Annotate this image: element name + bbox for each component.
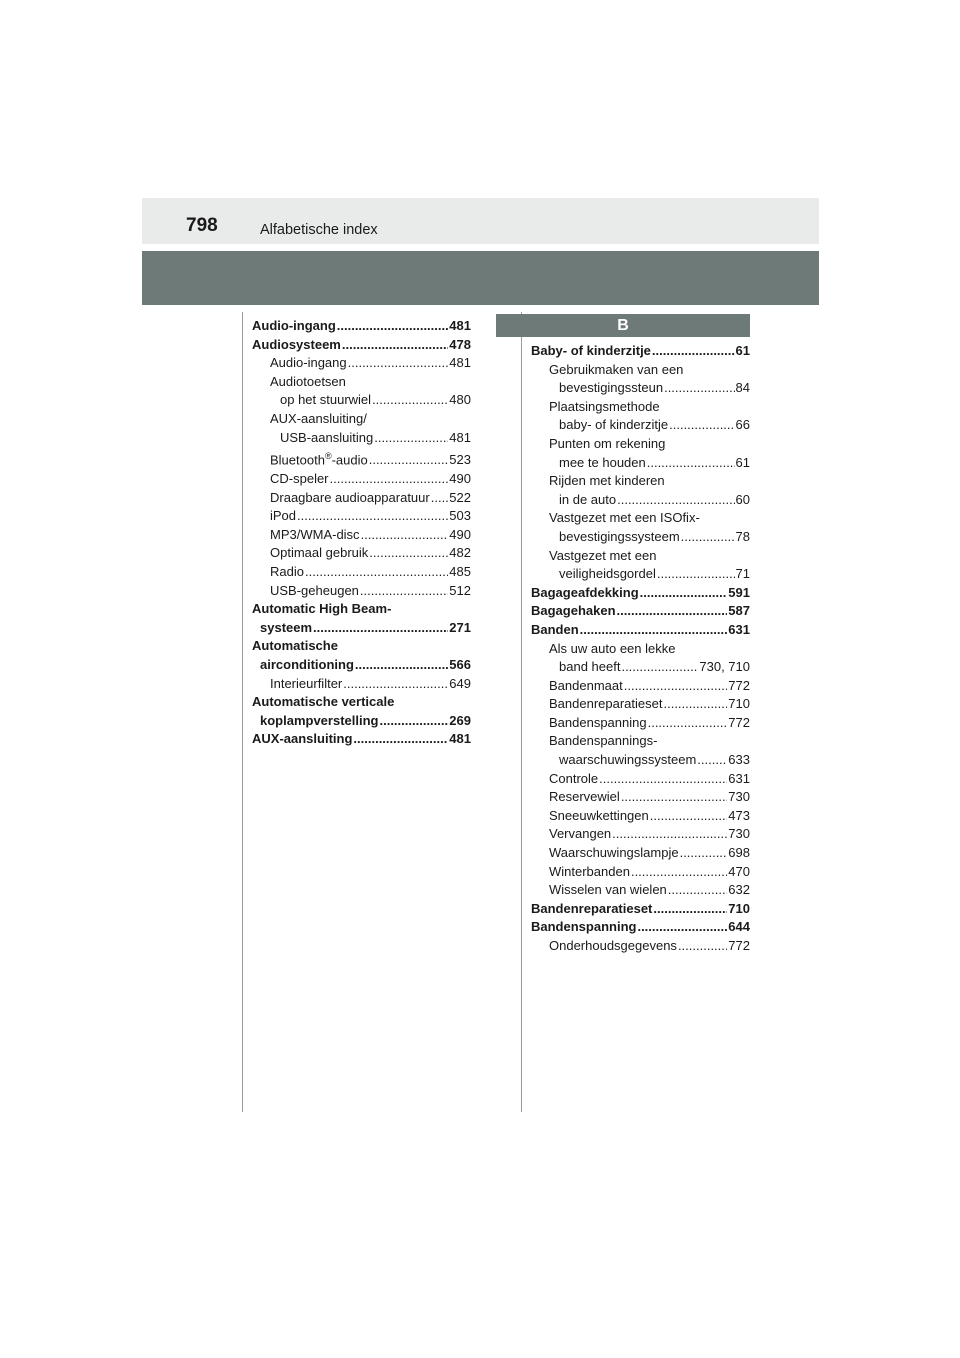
index-entry-term: Winterbanden [549,863,630,879]
leader-dots [663,695,727,714]
index-entry-term: Bandenreparatieset [549,696,663,712]
index-entry [531,584,750,603]
index-entry-page: 523 [449,452,471,468]
index-entry-term: CD-speler [270,471,329,487]
index-entry [252,693,471,730]
leader-dots [355,656,448,675]
index-entry [252,600,471,637]
leader-dots [369,451,449,470]
index-entry-term: Automatic High Beam- [252,601,392,617]
index-entry-term: Radio [270,564,304,580]
index-entry-term: Bagageafdekking [531,584,639,600]
index-entry-term: koplampverstelling [260,712,379,728]
index-entry-page: 710 [728,900,750,916]
index-entry-term: airconditioning [260,657,354,673]
index-entry [531,342,750,361]
index-entry-term: Punten om rekening [549,435,666,451]
leader-dots [369,544,448,563]
index-entry-page: 730, 710 [699,659,750,675]
index-entry-term: AUX-aansluiting [252,731,353,747]
leader-dots [343,675,448,694]
index-entry-page: 473 [728,807,750,823]
leader-dots [640,584,728,603]
leader-dots [617,491,734,510]
index-entry [531,807,750,826]
section-title: Alfabetische index [260,222,378,238]
index-entry [252,447,471,470]
index-entry-term: Optimaal gebruik [270,545,369,561]
header-band [142,198,819,244]
leader-dots [360,582,448,601]
index-entry [531,825,750,844]
index-entry-page: 481 [449,318,471,333]
leader-dots [305,563,448,582]
index-entry-page: 61 [735,343,750,358]
index-entry-term: Vastgezet met een [549,547,657,563]
index-entry-term: Bandenmaat [549,677,623,693]
index-entry-page: 60 [735,491,750,507]
index-entry [531,677,750,696]
index-entry-term: Controle [549,770,599,786]
index-entry-page: 591 [728,584,750,600]
index-entry-term: Bandenspanning [549,714,647,730]
index-entry [531,602,750,621]
index-entry-page: 633 [728,752,750,768]
index-entry [252,526,471,545]
index-entry-term: Audiosysteem [252,336,341,352]
index-entry-page: 481 [449,429,471,445]
index-entry-page: 470 [728,863,750,879]
index-entry-page: 490 [449,526,471,542]
index-entry-term: Bluetooth®-audio [270,451,368,468]
index-entry-term: AUX-aansluiting/ [270,410,367,426]
leader-dots [580,621,728,640]
leader-dots [337,317,449,336]
index-entry-page: 84 [735,380,750,396]
index-entry-term: USB-aansluiting [280,429,374,445]
index-entry-term: systeem [260,619,313,635]
index-entry-page: 61 [735,454,750,470]
index-entry [531,770,750,789]
index-entry-page: 644 [728,919,750,935]
leader-dots [653,900,727,919]
leader-dots [621,788,727,807]
index-entry-page: 66 [735,417,750,433]
index-entry-term: Wisselen van wielen [549,882,667,898]
leader-dots [330,470,449,489]
column-rule-middle [521,312,522,1112]
index-entry [531,547,750,584]
leader-dots [681,528,735,547]
column-rule-left [242,312,243,1112]
leader-dots [631,863,727,882]
index-entry-term: Automatische verticale [252,694,395,710]
index-entry-page: 478 [449,336,471,352]
index-entry-term: bevestigingssteun [559,380,664,396]
index-entry-page: 481 [449,355,471,371]
index-entry [531,398,750,435]
index-entry-term: mee te houden [559,454,646,470]
leader-dots [612,825,727,844]
index-entry-page: 566 [449,657,471,673]
index-entry-term: Gebruikmaken van een [549,361,684,377]
index-entry-page: 772 [728,714,750,730]
leader-dots [379,712,448,731]
index-entry-page: 482 [449,545,471,561]
chapter-band [142,251,819,305]
index-entry-page: 480 [449,392,471,408]
index-entry-term: USB-geheugen [270,582,359,598]
page-number: 798 [186,215,218,236]
index-entry-page: 522 [449,489,471,505]
index-entry [531,863,750,882]
index-entry [252,544,471,563]
index-entry-term: Bandenreparatieset [531,900,653,916]
index-entry-term: Vastgezet met een ISOfix- [549,510,700,526]
index-entry [252,582,471,601]
index-entry-term: Draagbare audioapparatuur [270,489,430,505]
index-entry [531,361,750,398]
index-entry-page: 730 [728,789,750,805]
index-entry-term: Bandenspannings- [549,733,658,749]
leader-dots [617,602,728,621]
index-entry-page: 698 [728,845,750,861]
index-entry-term: Sneeuwkettingen [549,807,649,823]
leader-dots [374,429,448,448]
index-entry-term: Bagagehaken [531,603,616,619]
index-entry [252,563,471,582]
leader-dots [621,658,698,677]
index-entry-term: Automatische [252,638,338,654]
index-entry-term: Waarschuwingslampje [549,845,679,861]
index-entry-page: 631 [728,770,750,786]
leader-dots [648,714,728,733]
leader-dots [678,937,727,956]
leader-dots [599,770,727,789]
index-entry-term: Audio-ingang [252,318,336,333]
index-entry-term: op het stuurwiel [280,392,372,408]
index-entry-page: 485 [449,564,471,580]
index-entry-page: 772 [728,677,750,693]
index-entry [252,489,471,508]
index-entry-page: 632 [728,882,750,898]
leader-dots [664,379,734,398]
index-entry-page: 649 [449,675,471,691]
index-entry [531,900,750,919]
index-entry [252,354,471,373]
index-entry-term: bevestigingssysteem [559,528,680,544]
index-entry-term: iPod [270,508,297,524]
leader-dots [348,354,449,373]
index-entry-term: band heeft [559,659,621,675]
index-entry-page: 490 [449,471,471,487]
index-entry-term: veiligheidsgordel [559,566,656,582]
leader-dots [650,807,728,826]
index-entry-term: MP3/WMA-disc [270,526,360,542]
index-entry [531,640,750,677]
index-entry-term: Plaatsingsmethode [549,398,660,414]
index-entry [531,509,750,546]
index-entry-page: 772 [728,938,750,953]
leader-dots [657,565,735,584]
index-entry-page: 710 [728,696,750,712]
index-entry [252,317,471,336]
index-entry-page: 481 [449,731,471,747]
index-entry [531,472,750,509]
index-entry [531,788,750,807]
index-entry [531,435,750,472]
index-entry [531,844,750,863]
index-entry-page: 269 [449,712,471,728]
index-entry [252,373,471,410]
leader-dots [652,342,735,361]
index-entry [252,470,471,489]
index-entry-term: Audiotoetsen [270,373,346,389]
index-entry-page: 78 [735,528,750,544]
index-entry-term: Rijden met kinderen [549,473,665,489]
leader-dots [353,730,448,749]
index-entry-term: Baby- of kinderzitje [531,343,651,358]
index-entry-page: 730 [728,826,750,842]
index-entry-page: 71 [735,566,750,582]
index-entry-page: 587 [728,603,750,619]
leader-dots [680,844,728,863]
index-entry [531,695,750,714]
leader-dots [647,454,735,473]
index-entry [252,675,471,694]
index-entry [252,410,471,447]
index-entry-term: Vervangen [549,826,612,842]
index-entry-page: 512 [449,582,471,598]
leader-dots [313,619,448,638]
index-entry-term: Reservewiel [549,789,620,805]
leader-dots [697,751,727,770]
leader-dots [669,416,734,435]
index-entry-page: 503 [449,508,471,524]
index-entry-page: 271 [449,619,471,635]
index-entry [531,918,750,937]
index-entry [252,507,471,526]
index-entry [252,637,471,674]
index-entry-term: Audio-ingang [270,355,347,371]
index-entry-term: in de auto [559,491,617,507]
index-entry-term: waarschuwingssysteem [559,752,697,768]
index-entry-term: baby- of kinderzitje [559,417,669,433]
index-entry-term: Bandenspanning [531,919,637,935]
index-column-left [252,317,471,749]
index-column-right [531,342,750,956]
leader-dots [342,336,448,355]
index-entry [531,714,750,733]
leader-dots [361,526,449,545]
leader-dots [668,881,728,900]
leader-dots [624,677,728,696]
leader-dots [431,489,449,508]
index-entry-term: Interieurfilter [270,675,343,691]
index-entry-term: Onderhoudsgegevens [549,938,677,953]
index-entry [531,621,750,640]
index-entry [531,937,750,956]
index-entry-page: 631 [728,621,750,637]
index-entry-term: Als uw auto een lekke [549,640,676,656]
leader-dots [637,918,727,937]
index-entry-term: Banden [531,621,579,637]
index-entry [531,881,750,900]
index-letter-heading: B [496,314,750,337]
leader-dots [372,391,448,410]
leader-dots [297,507,448,526]
index-entry [252,730,471,749]
index-entry [531,732,750,769]
index-entry [252,336,471,355]
